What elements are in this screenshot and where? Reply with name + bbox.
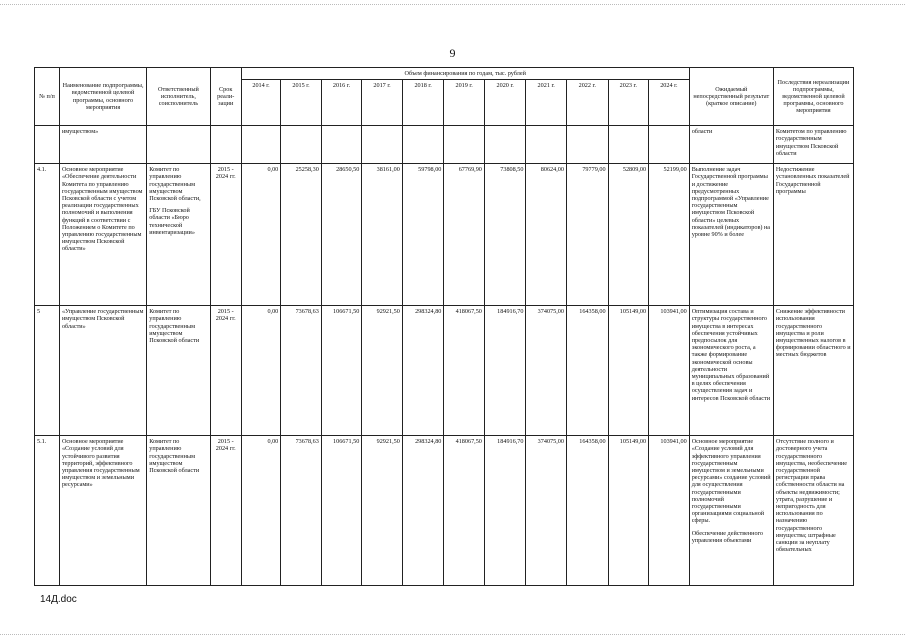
cell-consequence: Комитетом по управлению государственным имуществом Псковской области (773, 126, 853, 164)
cell-executor: Комитет по управлению государственным имуществом Псковской области (147, 306, 210, 436)
cell-value (649, 126, 690, 164)
cell-value: 73678,63 (281, 436, 322, 586)
cell-value: 298324,80 (402, 306, 444, 436)
cell-value: 52809,00 (608, 164, 649, 306)
cell-term: 2015 - 2024 гг. (210, 436, 241, 586)
cell-no (35, 126, 60, 164)
cell-value: 0,00 (241, 164, 280, 306)
cell-value: 103941,00 (649, 306, 690, 436)
header-consequence: Последствия нереализации подпрограммы, ведомственной целевой программы, основного мероприятия (773, 68, 853, 126)
header-year: 2015 г. (281, 80, 322, 126)
cell-value (444, 126, 485, 164)
header-year: 2021 г. (526, 80, 567, 126)
header-year: 2024 г. (649, 80, 690, 126)
funding-table-container (34, 67, 854, 586)
header-year: 2014 г. (241, 80, 280, 126)
cell-value: 105149,00 (608, 436, 649, 586)
table-row (35, 164, 854, 306)
cell-value: 103941,00 (649, 436, 690, 586)
cell-value: 25258,30 (281, 164, 322, 306)
cell-name: Основное мероприятие «Обеспечение деятельности Комитета по управлению государственным имуществом Псковской области с учетом реализации государственных полномочий и выполнения функций в соответствии с Положением о Комитете по управлению государственным имуществом Псковской области» (59, 164, 146, 306)
cell-result (689, 436, 773, 586)
cell-value: 374075,00 (526, 306, 567, 436)
cell-value (526, 126, 567, 164)
header-term: Срок реали-зации (210, 68, 241, 126)
cell-value (484, 126, 526, 164)
cell-value: 59798,00 (402, 164, 444, 306)
cell-name: имуществом» (59, 126, 146, 164)
cell-value: 164358,00 (566, 306, 608, 436)
header-executor: Ответственный исполнитель, соисполнитель (147, 68, 210, 126)
cell-value: 105149,00 (608, 306, 649, 436)
header-year: 2018 г. (402, 80, 444, 126)
cell-value: 73678,63 (281, 306, 322, 436)
cell-value: 92921,50 (362, 436, 403, 586)
cell-value: 92921,50 (362, 306, 403, 436)
executor-line: Комитет по управлению государственным имуществом Псковской области, (149, 166, 201, 203)
table-row (35, 436, 854, 586)
cell-value: 184916,70 (484, 436, 526, 586)
result-paragraph: Основное мероприятие «Создание условий для эффективного управления государственным имуществом и земельными ресурсами» создание условий для осуществления государственными полномочий государственными организациями социальной сферы. (691, 438, 771, 525)
cell-value: 28650,50 (321, 164, 362, 306)
header-year: 2016 г. (321, 80, 362, 126)
cell-value: 106671,50 (321, 436, 362, 586)
cell-term: 2015 - 2024 гг. (210, 164, 241, 306)
executor-line: ГБУ Псковской области «Бюро технической инвентаризации» (149, 207, 195, 236)
header-year: 2023 г. (608, 80, 649, 126)
cell-value (321, 126, 362, 164)
table-row-continuation (35, 126, 854, 164)
cell-consequence: Отсутствие полного и достоверного учета государственного имущества, необеспечение государственной регистрации права собственности области на объекты недвижимости; утрата, разрушение и непригодность для использования по назначению государственного имущества; штрафные санкции за неуплату обязательных (773, 436, 853, 586)
cell-no: 4.1. (35, 164, 60, 306)
cell-value: 0,00 (241, 436, 280, 586)
cell-value: 52199,00 (649, 164, 690, 306)
cell-value (566, 126, 608, 164)
cell-name: Основное мероприятие «Создание условий для устойчивого развития территорий, эффективного управления государственным имуществом и земельными ресурсами» (59, 436, 146, 586)
cell-executor (147, 164, 210, 306)
cell-consequence: Недостижение установленных показателей Государственной программы (773, 164, 853, 306)
cell-value: 73808,50 (484, 164, 526, 306)
header-year: 2017 г. (362, 80, 403, 126)
result-paragraph: Обеспечение действенного управления объектами (691, 529, 764, 544)
cell-value: 38161,00 (362, 164, 403, 306)
cell-term: 2015 - 2024 гг. (210, 306, 241, 436)
cell-name: «Управление государственным имуществом Псковской области» (59, 306, 146, 436)
footer-filename: 14Д.doc (40, 594, 77, 605)
cell-value: 418067,50 (444, 436, 485, 586)
cell-value: 79779,00 (566, 164, 608, 306)
cell-value: 67769,90 (444, 164, 485, 306)
cell-consequence: Снижение эффективности использования государственного имущества и роли имущественных налогов в формировании областного и местных бюджетов (773, 306, 853, 436)
cell-value: 164358,00 (566, 436, 608, 586)
cell-value: 374075,00 (526, 436, 567, 586)
header-no: № п/п (35, 68, 60, 126)
cell-value: 184916,70 (484, 306, 526, 436)
cell-value (608, 126, 649, 164)
cell-term (210, 126, 241, 164)
cell-executor: Комитет по управлению государственным имуществом Псковской области (147, 436, 210, 586)
cell-value: 418067,50 (444, 306, 485, 436)
cell-no: 5 (35, 306, 60, 436)
cell-executor (147, 126, 210, 164)
page-number: 9 (449, 46, 456, 60)
table-row (35, 306, 854, 436)
top-scan-edge (0, 4, 905, 5)
cell-value (281, 126, 322, 164)
cell-value (362, 126, 403, 164)
header-funding: Объем финансирования по годам, тыс. рублей (241, 68, 689, 80)
cell-value: 298324,80 (402, 436, 444, 586)
bottom-scan-edge (0, 634, 905, 635)
header-year: 2020 г. (484, 80, 526, 126)
header-year: 2022 г. (566, 80, 608, 126)
header-year: 2019 г. (444, 80, 485, 126)
cell-no: 5.1. (35, 436, 60, 586)
header-result: Ожидаемый непосредственный результат (краткое описание) (689, 68, 773, 126)
cell-value (241, 126, 280, 164)
cell-result: области (689, 126, 773, 164)
cell-value: 80624,00 (526, 164, 567, 306)
funding-table (34, 67, 854, 586)
cell-result: Оптимизация состава и структуры государственного имущества в интересах обеспечения устойчивых предпосылок для экономического роста, а также формирование экономической основы деятельности муниципальных образований в целях обеспечения осуществления задач и интересов Псковской области (689, 306, 773, 436)
cell-value: 106671,50 (321, 306, 362, 436)
cell-value: 0,00 (241, 306, 280, 436)
header-name: Наименование подпрограммы, ведомственной целевой программы, основного мероприятия (59, 68, 146, 126)
cell-result: Выполнение задач Государственной программы и достижение предусмотренных подпрограммой «Управление государственным имуществом Псковской области» целевых показателей (индикаторов) на уровне 90% и более (689, 164, 773, 306)
cell-value (402, 126, 444, 164)
